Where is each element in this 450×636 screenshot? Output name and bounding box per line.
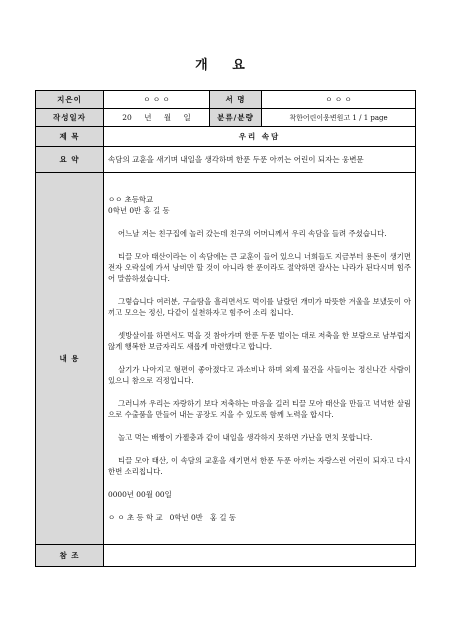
paragraph: 셋방살이를 하면서도 먹을 것 참아가며 한푼 두푼 벌이는 대로 저축을 한 보람으로 남부럽지 않게 행복한 보금자리도 새롭게 마련했다고 합니다.: [108, 331, 411, 351]
page-title: 개 요: [195, 58, 255, 73]
paragraph: 놀고 먹는 배짱이 가젤충과 같이 내일을 생각하지 못하면 가난을 면치 못합니다.: [118, 433, 373, 442]
school-line: ㅇㅇ 초등학교: [108, 195, 154, 204]
date-row: [36, 109, 416, 127]
name-value: ㅇ ㅇ ㅇ: [262, 91, 416, 109]
content-row: [36, 173, 416, 545]
subject-value: 우리 속담: [104, 127, 416, 147]
date-value: 20 년 월 일: [104, 109, 210, 127]
date-line: 0000년 00월 00일: [108, 490, 172, 499]
content-body: [104, 173, 416, 545]
paragraph: 그렇습니다 여러분, 구슬땀을 흘리면서도 먹이를 날랐던 개미가 따뜻한 겨울을 보냈듯이 아끼고 모으는 정신, 다같이 실천하자고 힘주어 소리 칩니다.: [108, 297, 411, 317]
author-label: 지은이: [36, 91, 104, 109]
subject-label: 제 목: [36, 127, 104, 147]
reference-value: [104, 545, 416, 567]
paragraph: 티끌 모아 태산이라는 이 속담에는 큰 교훈이 들어 있으니 너희들도 지금부터 용돈이 생기면 전자 오락실에 가서 낭비만 할 것이 아니라 한 푼이라도 절약하면 잘사는 나라가 된다시며 힘주어 말씀하셨습니다.: [108, 252, 411, 283]
name-label: 서 명: [210, 91, 262, 109]
summary-value: 속담의 교훈을 새기며 내일을 생각하며 한푼 두푼 아끼는 어린이 되자는 웅변문: [104, 147, 416, 173]
summary-label: 요 약: [36, 147, 104, 173]
class-line: 0학년 0반 홍 길 동: [108, 206, 170, 215]
signature-line: ㅇ ㅇ 초 등 학 교 0학년 0반 홍 길 동: [108, 513, 236, 522]
paragraph: 살기가 나아지고 형편이 좋아졌다고 과소비나 하며 외제 물건을 사들이는 정신나간 사람이 있으니 참으로 걱정입니다.: [108, 365, 411, 385]
category-value: 착한어린이웅변원고 1 / 1 page: [262, 109, 416, 127]
summary-row: [36, 147, 416, 173]
subject-row: [36, 127, 416, 147]
category-label: 분류/분량: [210, 109, 262, 127]
content-label: 내 용: [36, 173, 104, 545]
paragraph: 티끌 모아 태산, 이 속담의 교훈을 새기면서 한푼 두푼 아끼는 자랑스런 어린이 되자고 다시 한번 소리칩니다.: [108, 456, 411, 476]
author-row: [36, 91, 416, 109]
date-label: 작성일자: [36, 109, 104, 127]
paragraph: 그러니까 우리는 자랑하기 보다 저축하는 마음을 길러 티끌 모아 태산을 만들고 넉넉한 살림으로 수출품을 만들어 내는 공장도 지을 수 있도록 함께 노력을 합시다.: [108, 399, 411, 419]
author-value: ㅇ ㅇ ㅇ: [104, 91, 210, 109]
paragraph: 어느날 저는 친구집에 놀러 갔는데 친구의 어머니께서 우리 속담을 들려 주셨습니다.: [118, 229, 387, 238]
outline-form: [35, 90, 416, 567]
reference-row: [36, 545, 416, 567]
reference-label: 참 조: [36, 545, 104, 567]
